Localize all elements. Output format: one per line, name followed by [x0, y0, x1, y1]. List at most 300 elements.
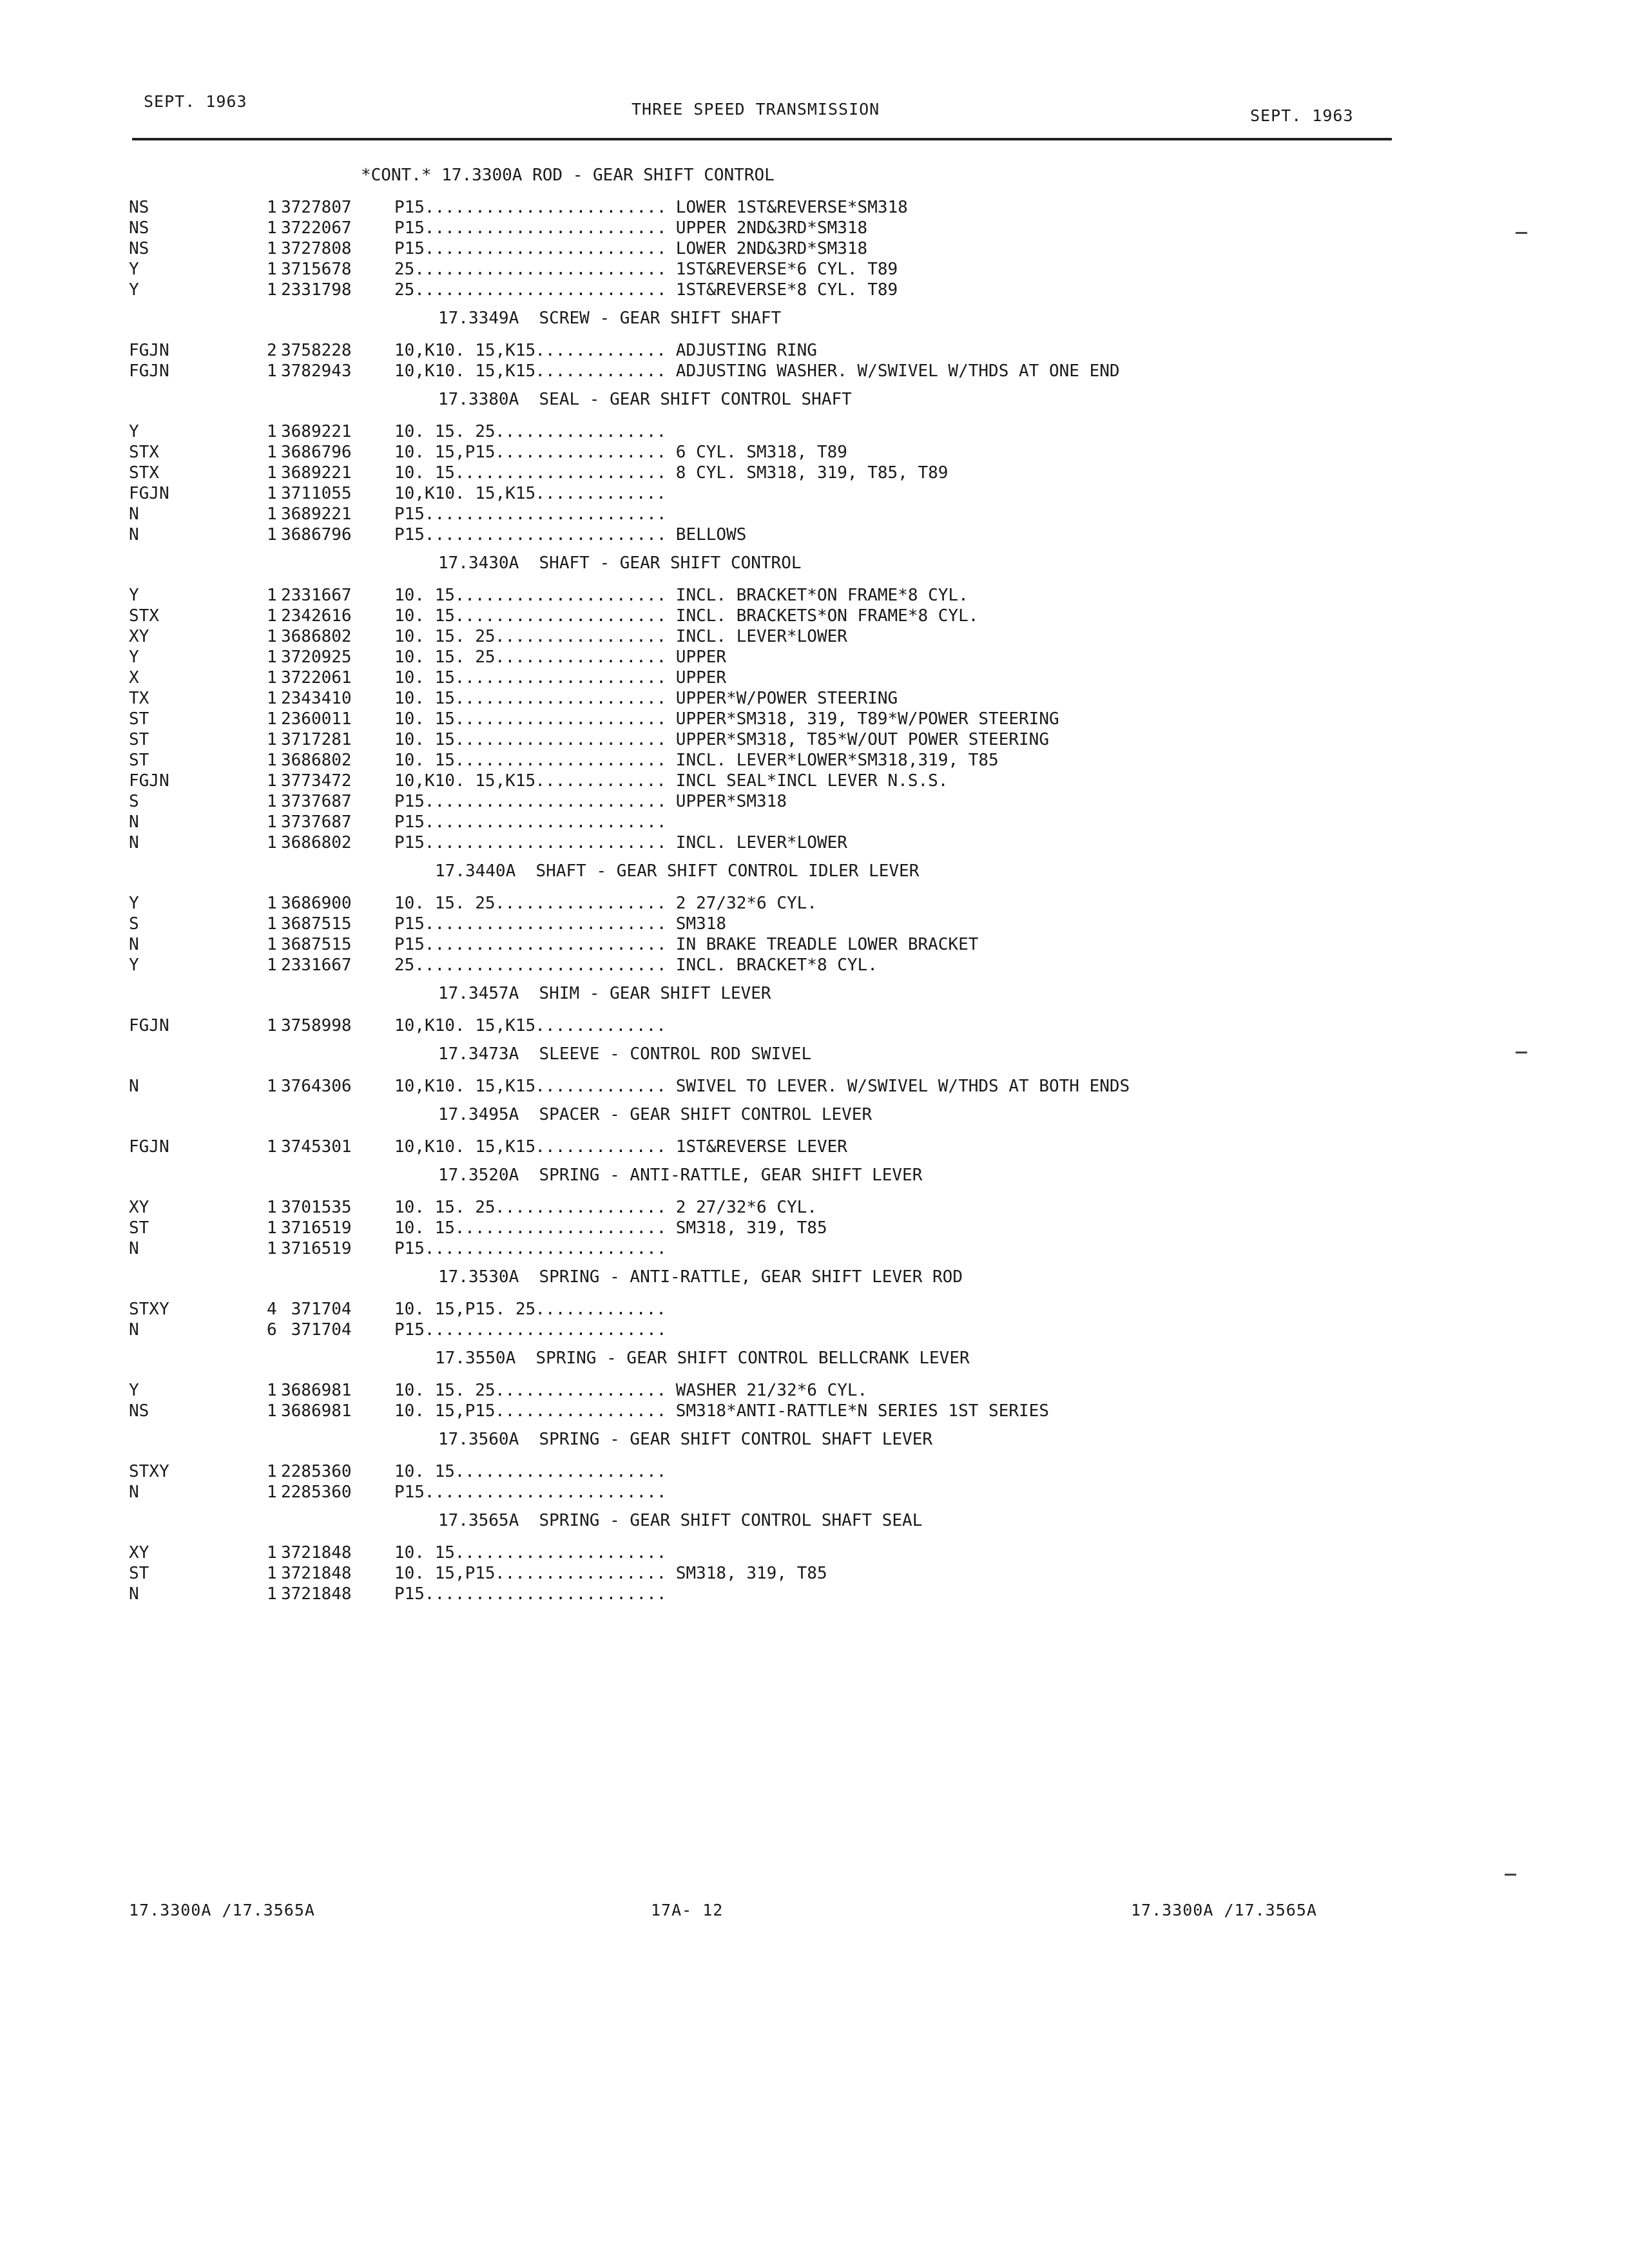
section-title-text: 17.3565A SPRING - GEAR SHIFT CONTROL SHAFT SEAL: [438, 1511, 923, 1530]
part-number: 3687515: [281, 935, 352, 954]
quantity: 1: [267, 1401, 277, 1421]
part-number: 3689221: [281, 505, 352, 524]
remark: INCL. BRACKET*ON FRAME*8 CYL.: [675, 586, 969, 605]
table-row: [0, 525, 1629, 546]
model-code: FGJN: [129, 341, 169, 360]
dot-leader: ........................: [424, 935, 667, 954]
quantity: 1: [267, 1198, 277, 1217]
header-date-right: SEPT. 1963: [1250, 106, 1354, 125]
models: P15: [394, 1239, 425, 1258]
part-number: 3686802: [281, 751, 352, 770]
part-number: 3686802: [281, 627, 352, 646]
section-title-text: 17.3560A SPRING - GEAR SHIFT CONTROL SHAFT LEVER: [438, 1430, 933, 1449]
part-number: 3782943: [281, 361, 352, 381]
section-title: [0, 158, 1629, 198]
table-row: [0, 1239, 1629, 1260]
dot-leader: ........................: [424, 792, 667, 811]
dot-leader: .....................: [454, 586, 667, 605]
model-code: X: [129, 668, 139, 687]
header-title: THREE SPEED TRANSMISSION: [631, 100, 880, 119]
table-row: [0, 894, 1629, 914]
table-row: [0, 668, 1629, 689]
quantity: 2: [267, 341, 277, 360]
dot-leader: ........................: [424, 812, 667, 832]
quantity: 1: [267, 239, 277, 258]
models: 10. 15,P15. 25: [394, 1300, 536, 1319]
quantity: 1: [267, 1483, 277, 1502]
dot-leader: .............: [535, 484, 666, 503]
dot-leader: .................: [495, 1401, 667, 1421]
part-number: 3721848: [281, 1543, 352, 1562]
dot-leader: .....................: [454, 709, 667, 729]
section-title-text: 17.3440A SHAFT - GEAR SHIFT CONTROL IDLER LEVER: [435, 861, 920, 881]
model-code: S: [129, 792, 139, 811]
dot-leader: .............: [535, 1300, 666, 1319]
quantity: 1: [267, 484, 277, 503]
model-code: Y: [129, 648, 139, 667]
section-title-text: 17.3530A SPRING - ANTI-RATTLE, GEAR SHIFT LEVER ROD: [438, 1267, 963, 1287]
quantity: 1: [267, 198, 277, 217]
section-title: [0, 854, 1629, 894]
models: 10,K10. 15,K15: [394, 341, 536, 360]
remark: SWIVEL TO LEVER. W/SWIVEL W/THDS AT BOTH ENDS: [675, 1077, 1130, 1096]
part-number: 2331667: [281, 956, 352, 975]
model-code: S: [129, 914, 139, 934]
quantity: 6: [267, 1320, 277, 1340]
margin-mark: [1516, 1052, 1527, 1053]
model-code: ST: [129, 751, 149, 770]
models: 10. 15: [394, 1218, 455, 1238]
remark: SM318, 319, T85: [675, 1564, 827, 1583]
models: 10. 15. 25: [394, 1198, 496, 1217]
dot-leader: ........................: [424, 525, 667, 544]
quantity: 1: [267, 606, 277, 626]
table-row: [0, 1016, 1629, 1037]
quantity: 1: [267, 812, 277, 832]
dot-leader: .................: [495, 1198, 667, 1217]
table-row: [0, 1483, 1629, 1503]
dot-leader: ........................: [424, 505, 667, 524]
table-row: [0, 606, 1629, 627]
section: [0, 854, 1629, 976]
section: [0, 1037, 1629, 1097]
quantity: 1: [267, 1137, 277, 1157]
models: P15: [394, 505, 425, 524]
models: P15: [394, 198, 425, 217]
table-row: [0, 914, 1629, 935]
dot-leader: .............: [535, 771, 666, 791]
model-code: N: [129, 812, 139, 832]
dot-leader: .................: [495, 648, 667, 667]
model-code: STX: [129, 443, 159, 462]
part-number: 3722061: [281, 668, 352, 687]
part-number: 3716519: [281, 1218, 352, 1238]
table-row: [0, 341, 1629, 361]
table-row: [0, 1077, 1629, 1097]
quantity: 1: [267, 280, 277, 300]
model-code: ST: [129, 709, 149, 729]
quantity: 1: [267, 730, 277, 749]
section-title: [0, 1503, 1629, 1543]
section-title-text: 17.3457A SHIM - GEAR SHIFT LEVER: [438, 984, 771, 1003]
models: 25: [394, 260, 415, 279]
model-code: N: [129, 505, 139, 524]
model-code: XY: [129, 1543, 149, 1562]
section-title-text: *CONT.* 17.3300A ROD - GEAR SHIFT CONTROL: [361, 166, 775, 185]
remark: INCL. LEVER*LOWER: [675, 627, 847, 646]
models: 10,K10. 15,K15: [394, 1077, 536, 1096]
remark: LOWER 1ST&REVERSE*SM318: [675, 198, 908, 217]
quantity: 1: [267, 894, 277, 913]
table-row: [0, 1320, 1629, 1341]
model-code: Y: [129, 422, 139, 441]
quantity: 1: [267, 463, 277, 483]
model-code: Y: [129, 894, 139, 913]
model-code: FGJN: [129, 361, 169, 381]
quantity: 1: [267, 1077, 277, 1096]
header-date-left: SEPT. 1963: [144, 92, 247, 111]
remark: IN BRAKE TREADLE LOWER BRACKET: [675, 935, 979, 954]
table-row: [0, 505, 1629, 525]
section-title: [0, 976, 1629, 1016]
part-number: 3758998: [281, 1016, 352, 1035]
part-number: 3686796: [281, 525, 352, 544]
section: [0, 1422, 1629, 1503]
model-code: ST: [129, 1564, 149, 1583]
part-number: 3686796: [281, 443, 352, 462]
section: [0, 158, 1629, 301]
section: [0, 1158, 1629, 1260]
part-number: 2285360: [281, 1462, 352, 1481]
models: P15: [394, 525, 425, 544]
remark: INCL. LEVER*LOWER: [675, 833, 847, 852]
models: P15: [394, 1320, 425, 1340]
model-code: ST: [129, 1218, 149, 1238]
dot-leader: ........................: [424, 1483, 667, 1502]
models: 10. 15,P15: [394, 443, 496, 462]
quantity: 1: [267, 751, 277, 770]
table-row: [0, 422, 1629, 443]
dot-leader: ........................: [424, 218, 667, 238]
dot-leader: .............: [535, 1077, 666, 1096]
remark: UPPER*SM318, 319, T89*W/POWER STEERING: [675, 709, 1059, 729]
remark: INCL. BRACKET*8 CYL.: [675, 956, 878, 975]
header-rule: [132, 138, 1392, 140]
quantity: 1: [267, 1239, 277, 1258]
models: P15: [394, 218, 425, 238]
part-number: 2342616: [281, 606, 352, 626]
models: 10. 15. 25: [394, 627, 496, 646]
part-number: 3764306: [281, 1077, 352, 1096]
remark: ADJUSTING RING: [675, 341, 817, 360]
section-title: [0, 546, 1629, 586]
table-row: [0, 586, 1629, 606]
dot-leader: .................: [495, 894, 667, 913]
part-number: 3701535: [281, 1198, 352, 1217]
model-code: N: [129, 1320, 139, 1340]
models: 10,K10. 15,K15: [394, 361, 536, 381]
model-code: Y: [129, 586, 139, 605]
models: 10. 15: [394, 730, 455, 749]
table-row: [0, 771, 1629, 792]
quantity: 1: [267, 586, 277, 605]
dot-leader: ........................: [424, 1584, 667, 1604]
dot-leader: .............: [535, 1016, 666, 1035]
quantity: 1: [267, 1543, 277, 1562]
section-title: [0, 1260, 1629, 1300]
section-title: [0, 1158, 1629, 1198]
part-number: 3689221: [281, 422, 352, 441]
model-code: N: [129, 833, 139, 852]
table-row: [0, 218, 1629, 239]
models: P15: [394, 935, 425, 954]
part-number: 2285360: [281, 1483, 352, 1502]
quantity: 1: [267, 1584, 277, 1604]
table-row: [0, 1300, 1629, 1320]
models: 10. 15. 25: [394, 648, 496, 667]
models: 10. 15: [394, 463, 455, 483]
dot-leader: .....................: [454, 689, 667, 708]
dot-leader: .....................: [454, 751, 667, 770]
quantity: 1: [267, 914, 277, 934]
remark: 1ST&REVERSE*6 CYL. T89: [675, 260, 898, 279]
table-row: [0, 709, 1629, 730]
model-code: FGJN: [129, 484, 169, 503]
quantity: 1: [267, 792, 277, 811]
table-row: [0, 1137, 1629, 1158]
section-title-text: 17.3495A SPACER - GEAR SHIFT CONTROL LEVER: [438, 1105, 872, 1124]
quantity: 1: [267, 422, 277, 441]
footer-range-right: 17.3300A /17.3565A: [1131, 1901, 1317, 1919]
remark: 6 CYL. SM318, T89: [675, 443, 847, 462]
margin-mark: [1516, 232, 1527, 234]
remark: SM318: [675, 914, 727, 934]
remark: UPPER 2ND&3RD*SM318: [675, 218, 868, 238]
margin-mark: [1505, 1874, 1516, 1876]
remark: WASHER 21/32*6 CYL.: [675, 1381, 868, 1400]
part-number: 3717281: [281, 730, 352, 749]
table-row: [0, 730, 1629, 751]
models: 25: [394, 280, 415, 300]
quantity: 1: [267, 361, 277, 381]
table-row: [0, 484, 1629, 505]
table-row: [0, 239, 1629, 260]
model-code: Y: [129, 260, 139, 279]
section: [0, 301, 1629, 382]
remark: 1ST&REVERSE*8 CYL. T89: [675, 280, 898, 300]
dot-leader: .................: [495, 443, 667, 462]
dot-leader: .....................: [454, 606, 667, 626]
table-row: [0, 1401, 1629, 1422]
models: 10. 15. 25: [394, 422, 496, 441]
model-code: N: [129, 1584, 139, 1604]
section-title-text: 17.3430A SHAFT - GEAR SHIFT CONTROL: [438, 553, 802, 573]
part-number: 3715678: [281, 260, 352, 279]
dot-leader: ........................: [424, 239, 667, 258]
part-number: 3716519: [281, 1239, 352, 1258]
model-code: Y: [129, 956, 139, 975]
part-number: 3721848: [281, 1584, 352, 1604]
remark: 2 27/32*6 CYL.: [675, 894, 817, 913]
part-number: 3727807: [281, 198, 352, 217]
remark: 1ST&REVERSE LEVER: [675, 1137, 847, 1157]
table-row: [0, 648, 1629, 668]
model-code: NS: [129, 1401, 149, 1421]
table-row: [0, 1462, 1629, 1483]
dot-leader: ........................: [424, 914, 667, 934]
table-row: [0, 792, 1629, 812]
part-number: 2331667: [281, 586, 352, 605]
dot-leader: .............: [535, 361, 666, 381]
part-number: 2360011: [281, 709, 352, 729]
model-code: N: [129, 1483, 139, 1502]
quantity: 1: [267, 956, 277, 975]
part-number: 3745301: [281, 1137, 352, 1157]
models: 10,K10. 15,K15: [394, 1137, 536, 1157]
models: 10. 15: [394, 606, 455, 626]
part-number: 3687515: [281, 914, 352, 934]
section-title: [0, 1422, 1629, 1462]
models: P15: [394, 914, 425, 934]
model-code: FGJN: [129, 1137, 169, 1157]
dot-leader: ........................: [424, 1320, 667, 1340]
models: 10,K10. 15,K15: [394, 771, 536, 791]
remark: SM318*ANTI-RATTLE*N SERIES 1ST SERIES: [675, 1401, 1049, 1421]
model-code: N: [129, 525, 139, 544]
quantity: 1: [267, 833, 277, 852]
table-row: [0, 260, 1629, 280]
remark: INCL. BRACKETS*ON FRAME*8 CYL.: [675, 606, 979, 626]
section: [0, 1503, 1629, 1605]
section: [0, 546, 1629, 854]
dot-leader: .....................: [454, 1462, 667, 1481]
table-row: [0, 935, 1629, 956]
part-number: 3727808: [281, 239, 352, 258]
model-code: N: [129, 1239, 139, 1258]
table-row: [0, 1564, 1629, 1584]
quantity: 1: [267, 1564, 277, 1583]
models: 10,K10. 15,K15: [394, 484, 536, 503]
table-row: [0, 1584, 1629, 1605]
models: 10. 15: [394, 1462, 455, 1481]
model-code: NS: [129, 198, 149, 217]
dot-leader: .....................: [454, 668, 667, 687]
remark: UPPER: [675, 648, 727, 667]
table-row: [0, 812, 1629, 833]
models: 10. 15: [394, 751, 455, 770]
table-row: [0, 198, 1629, 218]
quantity: 1: [267, 689, 277, 708]
part-number: 3686900: [281, 894, 352, 913]
remark: UPPER*W/POWER STEERING: [675, 689, 898, 708]
dot-leader: .....................: [454, 730, 667, 749]
model-code: XY: [129, 1198, 149, 1217]
part-number: 371704: [281, 1300, 352, 1319]
models: P15: [394, 239, 425, 258]
dot-leader: ........................: [424, 1239, 667, 1258]
quantity: 1: [267, 525, 277, 544]
dot-leader: .........................: [414, 260, 667, 279]
part-number: 3711055: [281, 484, 352, 503]
model-code: Y: [129, 280, 139, 300]
remark: BELLOWS: [675, 525, 747, 544]
dot-leader: .................: [495, 1564, 667, 1583]
quantity: 1: [267, 668, 277, 687]
parts-listing: [0, 158, 1629, 1605]
table-row: [0, 1218, 1629, 1239]
table-row: [0, 689, 1629, 709]
table-row: [0, 956, 1629, 976]
section: [0, 1341, 1629, 1422]
model-code: NS: [129, 239, 149, 258]
part-number: 3773472: [281, 771, 352, 791]
models: 10. 15,P15: [394, 1564, 496, 1583]
quantity: 1: [267, 218, 277, 238]
footer-page-number: 17A- 12: [651, 1901, 724, 1919]
remark: 8 CYL. SM318, 319, T85, T89: [675, 463, 949, 483]
dot-leader: ........................: [424, 198, 667, 217]
quantity: 1: [267, 1381, 277, 1400]
remark: UPPER*SM318: [675, 792, 787, 811]
models: 10. 15: [394, 586, 455, 605]
part-number: 3722067: [281, 218, 352, 238]
section: [0, 976, 1629, 1037]
remark: SM318, 319, T85: [675, 1218, 827, 1238]
model-code: FGJN: [129, 771, 169, 791]
dot-leader: .........................: [414, 280, 667, 300]
section-title-text: 17.3380A SEAL - GEAR SHIFT CONTROL SHAFT: [438, 390, 852, 409]
part-number: 371704: [281, 1320, 352, 1340]
dot-leader: .................: [495, 1381, 667, 1400]
models: 10. 15. 25: [394, 1381, 496, 1400]
dot-leader: .............: [535, 1137, 666, 1157]
quantity: 1: [267, 709, 277, 729]
part-number: 3689221: [281, 463, 352, 483]
remark: LOWER 2ND&3RD*SM318: [675, 239, 868, 258]
models: P15: [394, 833, 425, 852]
footer-range-left: 17.3300A /17.3565A: [129, 1901, 315, 1919]
models: 10,K10. 15,K15: [394, 1016, 536, 1035]
dot-leader: .................: [495, 422, 667, 441]
table-row: [0, 361, 1629, 382]
remark: ADJUSTING WASHER. W/SWIVEL W/THDS AT ONE END: [675, 361, 1120, 381]
part-number: 3737687: [281, 792, 352, 811]
part-number: 3721848: [281, 1564, 352, 1583]
models: P15: [394, 792, 425, 811]
section-title-text: 17.3520A SPRING - ANTI-RATTLE, GEAR SHIFT LEVER: [438, 1166, 923, 1185]
remark: UPPER: [675, 668, 727, 687]
model-code: NS: [129, 218, 149, 238]
models: P15: [394, 1584, 425, 1604]
section-title: [0, 1037, 1629, 1077]
quantity: 1: [267, 648, 277, 667]
part-number: 3758228: [281, 341, 352, 360]
model-code: N: [129, 935, 139, 954]
section: [0, 1260, 1629, 1341]
models: 10. 15,P15: [394, 1401, 496, 1421]
model-code: STXY: [129, 1300, 169, 1319]
model-code: N: [129, 1077, 139, 1096]
quantity: 1: [267, 771, 277, 791]
dot-leader: ........................: [424, 833, 667, 852]
dot-leader: .....................: [454, 1543, 667, 1562]
models: 10. 15. 25: [394, 894, 496, 913]
models: P15: [394, 1483, 425, 1502]
quantity: 1: [267, 1218, 277, 1238]
section: [0, 382, 1629, 546]
quantity: 1: [267, 935, 277, 954]
section-title: [0, 1341, 1629, 1381]
